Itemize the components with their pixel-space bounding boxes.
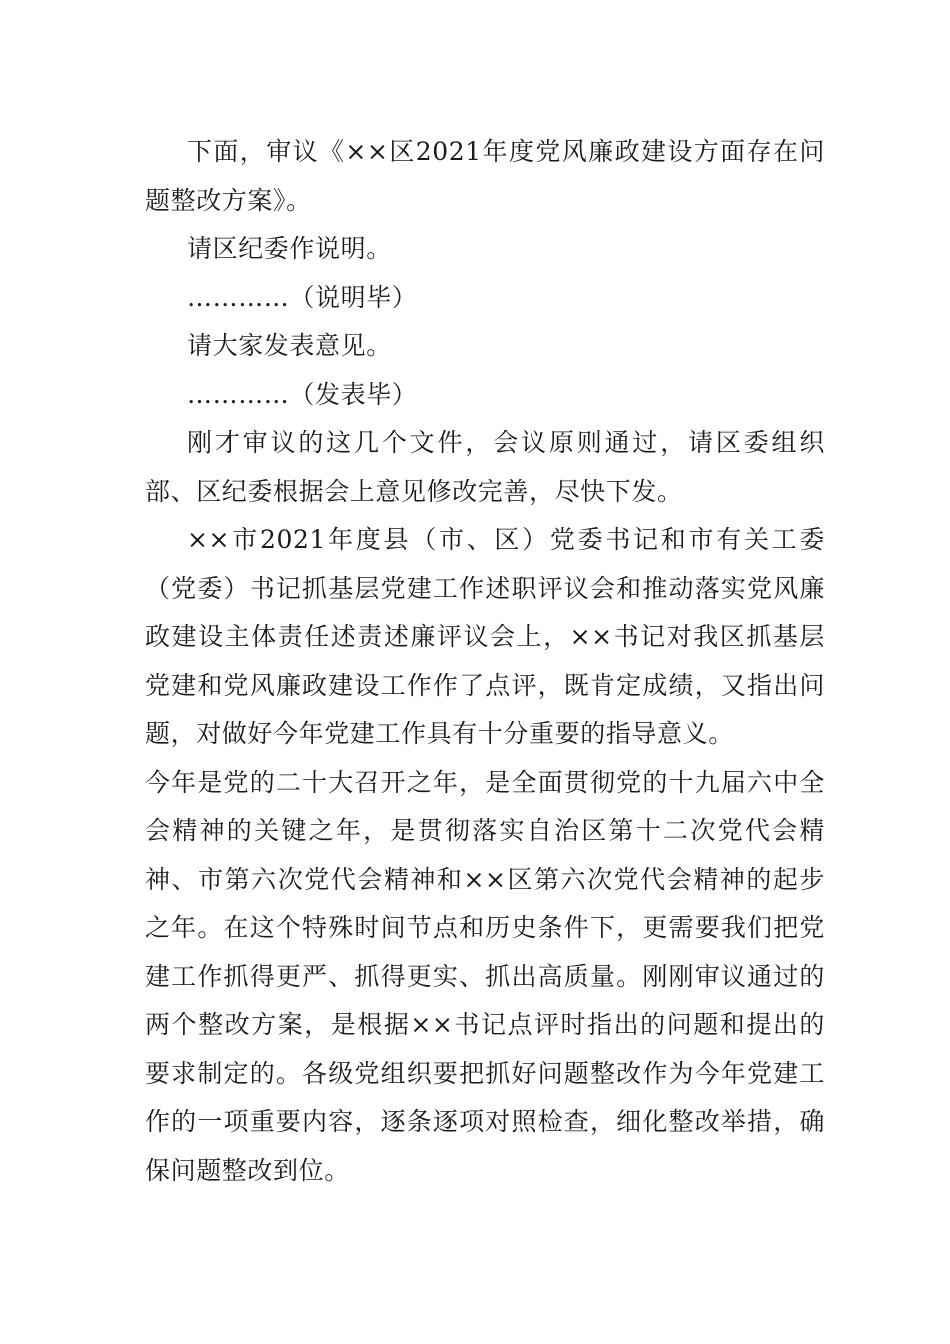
paragraph-review-plan: 下面，审议《××区2021年度党风廉政建设方面存在问题整改方案》。 <box>145 137 825 215</box>
paragraph-this-year: 今年是党的二十大召开之年，是全面贯彻党的十九届六中全会精神的关键之年，是贯彻落实自治区第十二次党代会精神、市第六次党代会精神和××区第六次党代会精神的起步之年。在这个特殊时间节点和历史条件下，更需要我们把党建工作抓得更严、抓得更实、抓出高质量。刚刚审议通过的两个整改方案，是根据××书记点评时指出的问题和提出的要求制定的。各级党组织要把抓好问题整改作为今年党建工作的一项重要内容，逐条逐项对照检查，细化整改举措，确保问题整改到位。 <box>145 767 825 1185</box>
paragraph-approval: 刚才审议的这几个文件，会议原则通过，请区委组织部、区纪委根据会上意见修改完善，尽快下发。 <box>145 428 825 506</box>
paragraph-commission-explain: 请区纪委作说明。 <box>187 234 392 263</box>
paragraph-request-opinions: 请大家发表意见。 <box>187 331 392 360</box>
paragraph-opinions-done: …………（发表毕） <box>187 379 418 409</box>
paragraph-explain-done: …………（说明毕） <box>187 282 418 312</box>
paragraph-meeting-review: ××市2021年度县（市、区）党委书记和市有关工委（党委）书记抓基层党建工作述职评议会和推动落实党风廉政建设主体责任述责述廉评议会上，××书记对我区抓基层党建和党风廉政建设工作作了点评，既肯定成绩，又指出问题，对做好今年党建工作具有十分重要的指导意义。 <box>145 525 825 748</box>
document-body <box>145 128 825 1195</box>
